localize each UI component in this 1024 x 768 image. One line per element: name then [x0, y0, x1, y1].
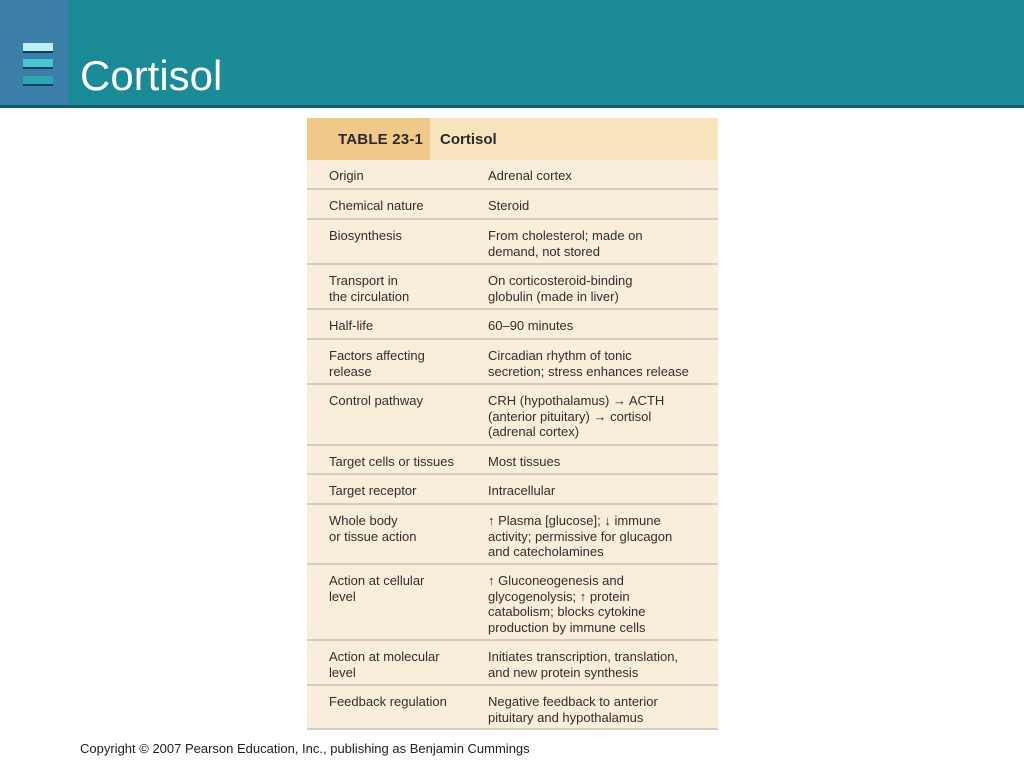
row-label: Origin [329, 168, 364, 183]
slide-title: Cortisol [80, 52, 223, 99]
row-label: Action at cellular level [329, 573, 425, 604]
table-number-tag [307, 118, 430, 160]
table-row [307, 265, 718, 310]
row-label: Control pathway [329, 393, 423, 408]
copyright-footer: Copyright © 2007 Pearson Education, Inc., publishing as Benjamin Cummings [80, 741, 530, 756]
row-value: Circadian rhythm of tonic secretion; stress enhances release [488, 348, 689, 379]
row-label: Chemical nature [329, 198, 424, 213]
row-value: ↑ Gluconeogenesis and glycogenolysis; ↑ protein catabolism; blocks cytokine production by immune cells [488, 573, 646, 635]
table-row [307, 310, 718, 340]
row-label: Target cells or tissues [329, 454, 454, 469]
table-number: TABLE 23-1 [338, 131, 424, 148]
table-row [307, 565, 718, 641]
row-label: Feedback regulation [329, 694, 447, 709]
table-row [307, 446, 718, 475]
row-label: Whole body or tissue action [329, 513, 417, 544]
table-row [307, 641, 718, 686]
logo-stripe-icon [23, 76, 53, 86]
table-row [307, 475, 718, 505]
logo-stripe-icon [23, 43, 53, 53]
table-row [307, 220, 718, 265]
row-label: Transport in the circulation [329, 273, 410, 304]
row-label: Action at molecular level [329, 649, 440, 680]
cortisol-table [307, 118, 718, 730]
row-value: ↑ Plasma [glucose]; ↓ immune activity; permissive for glucagon and catecholamines [488, 513, 673, 559]
row-value: Initiates transcription, translation, and new protein synthesis [488, 649, 679, 680]
table-row [307, 340, 718, 385]
table-row [307, 160, 718, 190]
row-label: Biosynthesis [329, 228, 402, 243]
row-label: Factors affecting release [329, 348, 425, 379]
row-label: Half-life [329, 318, 374, 333]
row-value: CRH (hypothalamus) → ACTH (anterior pituitary) → cortisol (adrenal cortex) [488, 393, 665, 439]
row-value: Adrenal cortex [488, 168, 572, 183]
row-value: Negative feedback to anterior pituitary and hypothalamus [488, 694, 658, 725]
table-row [307, 385, 718, 446]
row-value: Most tissues [488, 454, 561, 469]
table-row [307, 686, 718, 730]
slide-logo [0, 0, 68, 105]
table-header [307, 118, 718, 160]
row-value: From cholesterol; made on demand, not stored [488, 228, 643, 259]
row-label: Target receptor [329, 483, 417, 498]
row-value: On corticosteroid-binding globulin (made in liver) [488, 273, 633, 304]
logo-stripe-icon [23, 59, 53, 69]
table-row [307, 190, 718, 220]
row-value: 60–90 minutes [488, 318, 574, 333]
row-value: Steroid [488, 198, 530, 213]
row-value: Intracellular [488, 483, 556, 498]
title-bar-rule [0, 105, 1024, 108]
table-title: Cortisol [440, 131, 497, 148]
table-row [307, 505, 718, 565]
